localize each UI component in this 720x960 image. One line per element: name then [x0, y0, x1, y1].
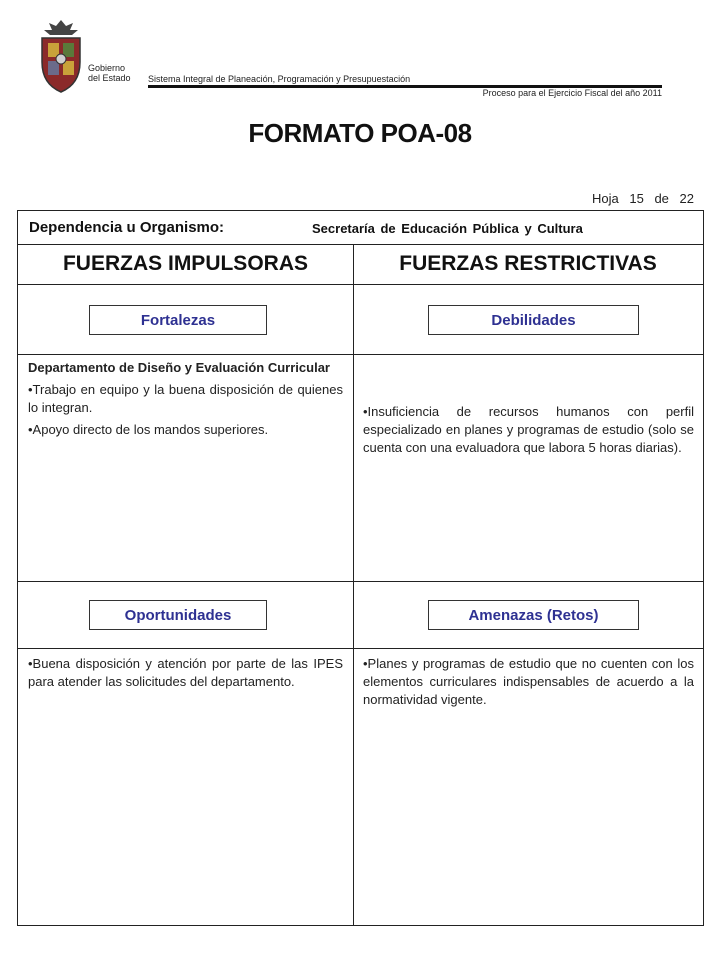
fortaleza-item: •Apoyo directo de los mandos superiores. [28, 422, 269, 437]
page-title: FORMATO POA-08 [248, 118, 472, 148]
dependencia-row [18, 211, 703, 245]
page-counter [590, 191, 696, 206]
system-name: Sistema Integral de Planeación, Programación y Presupuestación [148, 74, 411, 84]
process-year: Proceso para el Ejercicio Fiscal del año 2011 [482, 88, 662, 98]
amenazas-label: Amenazas (Retos) [428, 600, 639, 630]
gobierno-label [88, 63, 131, 83]
column-fuerzas-impulsoras: FUERZAS IMPULSORAS [18, 244, 354, 284]
page-label: Hoja [591, 191, 619, 206]
page-total: 22 [679, 191, 694, 206]
column-fuerzas-restrictivas: FUERZAS RESTRICTIVAS [399, 252, 657, 275]
page-current: 15 [629, 191, 644, 206]
section2-label-divider [18, 648, 703, 649]
gobierno-line1: Gobierno [88, 63, 126, 73]
state-coat-of-arms-icon [36, 18, 86, 94]
dependencia-label: Dependencia u Organismo: [29, 219, 225, 236]
oportunidades-label: Oportunidades [89, 600, 267, 630]
gobierno-line2: del Estado [88, 73, 131, 83]
column-divider [353, 284, 354, 925]
debilidades-content [363, 403, 694, 461]
poa-form [17, 210, 704, 926]
fortaleza-item: •Trabajo en equipo y la buena disposición de quienes lo integran. [28, 382, 343, 415]
debilidades-label: Debilidades [428, 305, 639, 335]
amenaza-item: •Planes y programas de estudio que no cuenten con los elementos curriculares indispensables de acuerdo a la normatividad vigente. [363, 656, 694, 707]
oportunidades-content [28, 655, 343, 695]
columns-header [18, 244, 703, 285]
section1-label-divider [18, 354, 703, 355]
department-subtitle: Departamento de Diseño y Evaluación Curricular [28, 360, 330, 375]
dependencia-value: Secretaría de Educación Pública y Cultura [312, 221, 583, 236]
amenazas-content [363, 655, 694, 713]
section-divider [18, 581, 703, 582]
fortalezas-content [28, 359, 343, 443]
fortalezas-label: Fortalezas [89, 305, 267, 335]
debilidad-item: •Insuficiencia de recursos humanos con perfil especializado en planes y programas de estudio (solo se cuenta con una evaluadora que labora 5 horas diarias). [363, 404, 694, 455]
page-of: de [654, 191, 669, 206]
oportunidad-item: •Buena disposición y atención por parte de las IPES para atender las solicitudes del departamento. [28, 656, 343, 689]
